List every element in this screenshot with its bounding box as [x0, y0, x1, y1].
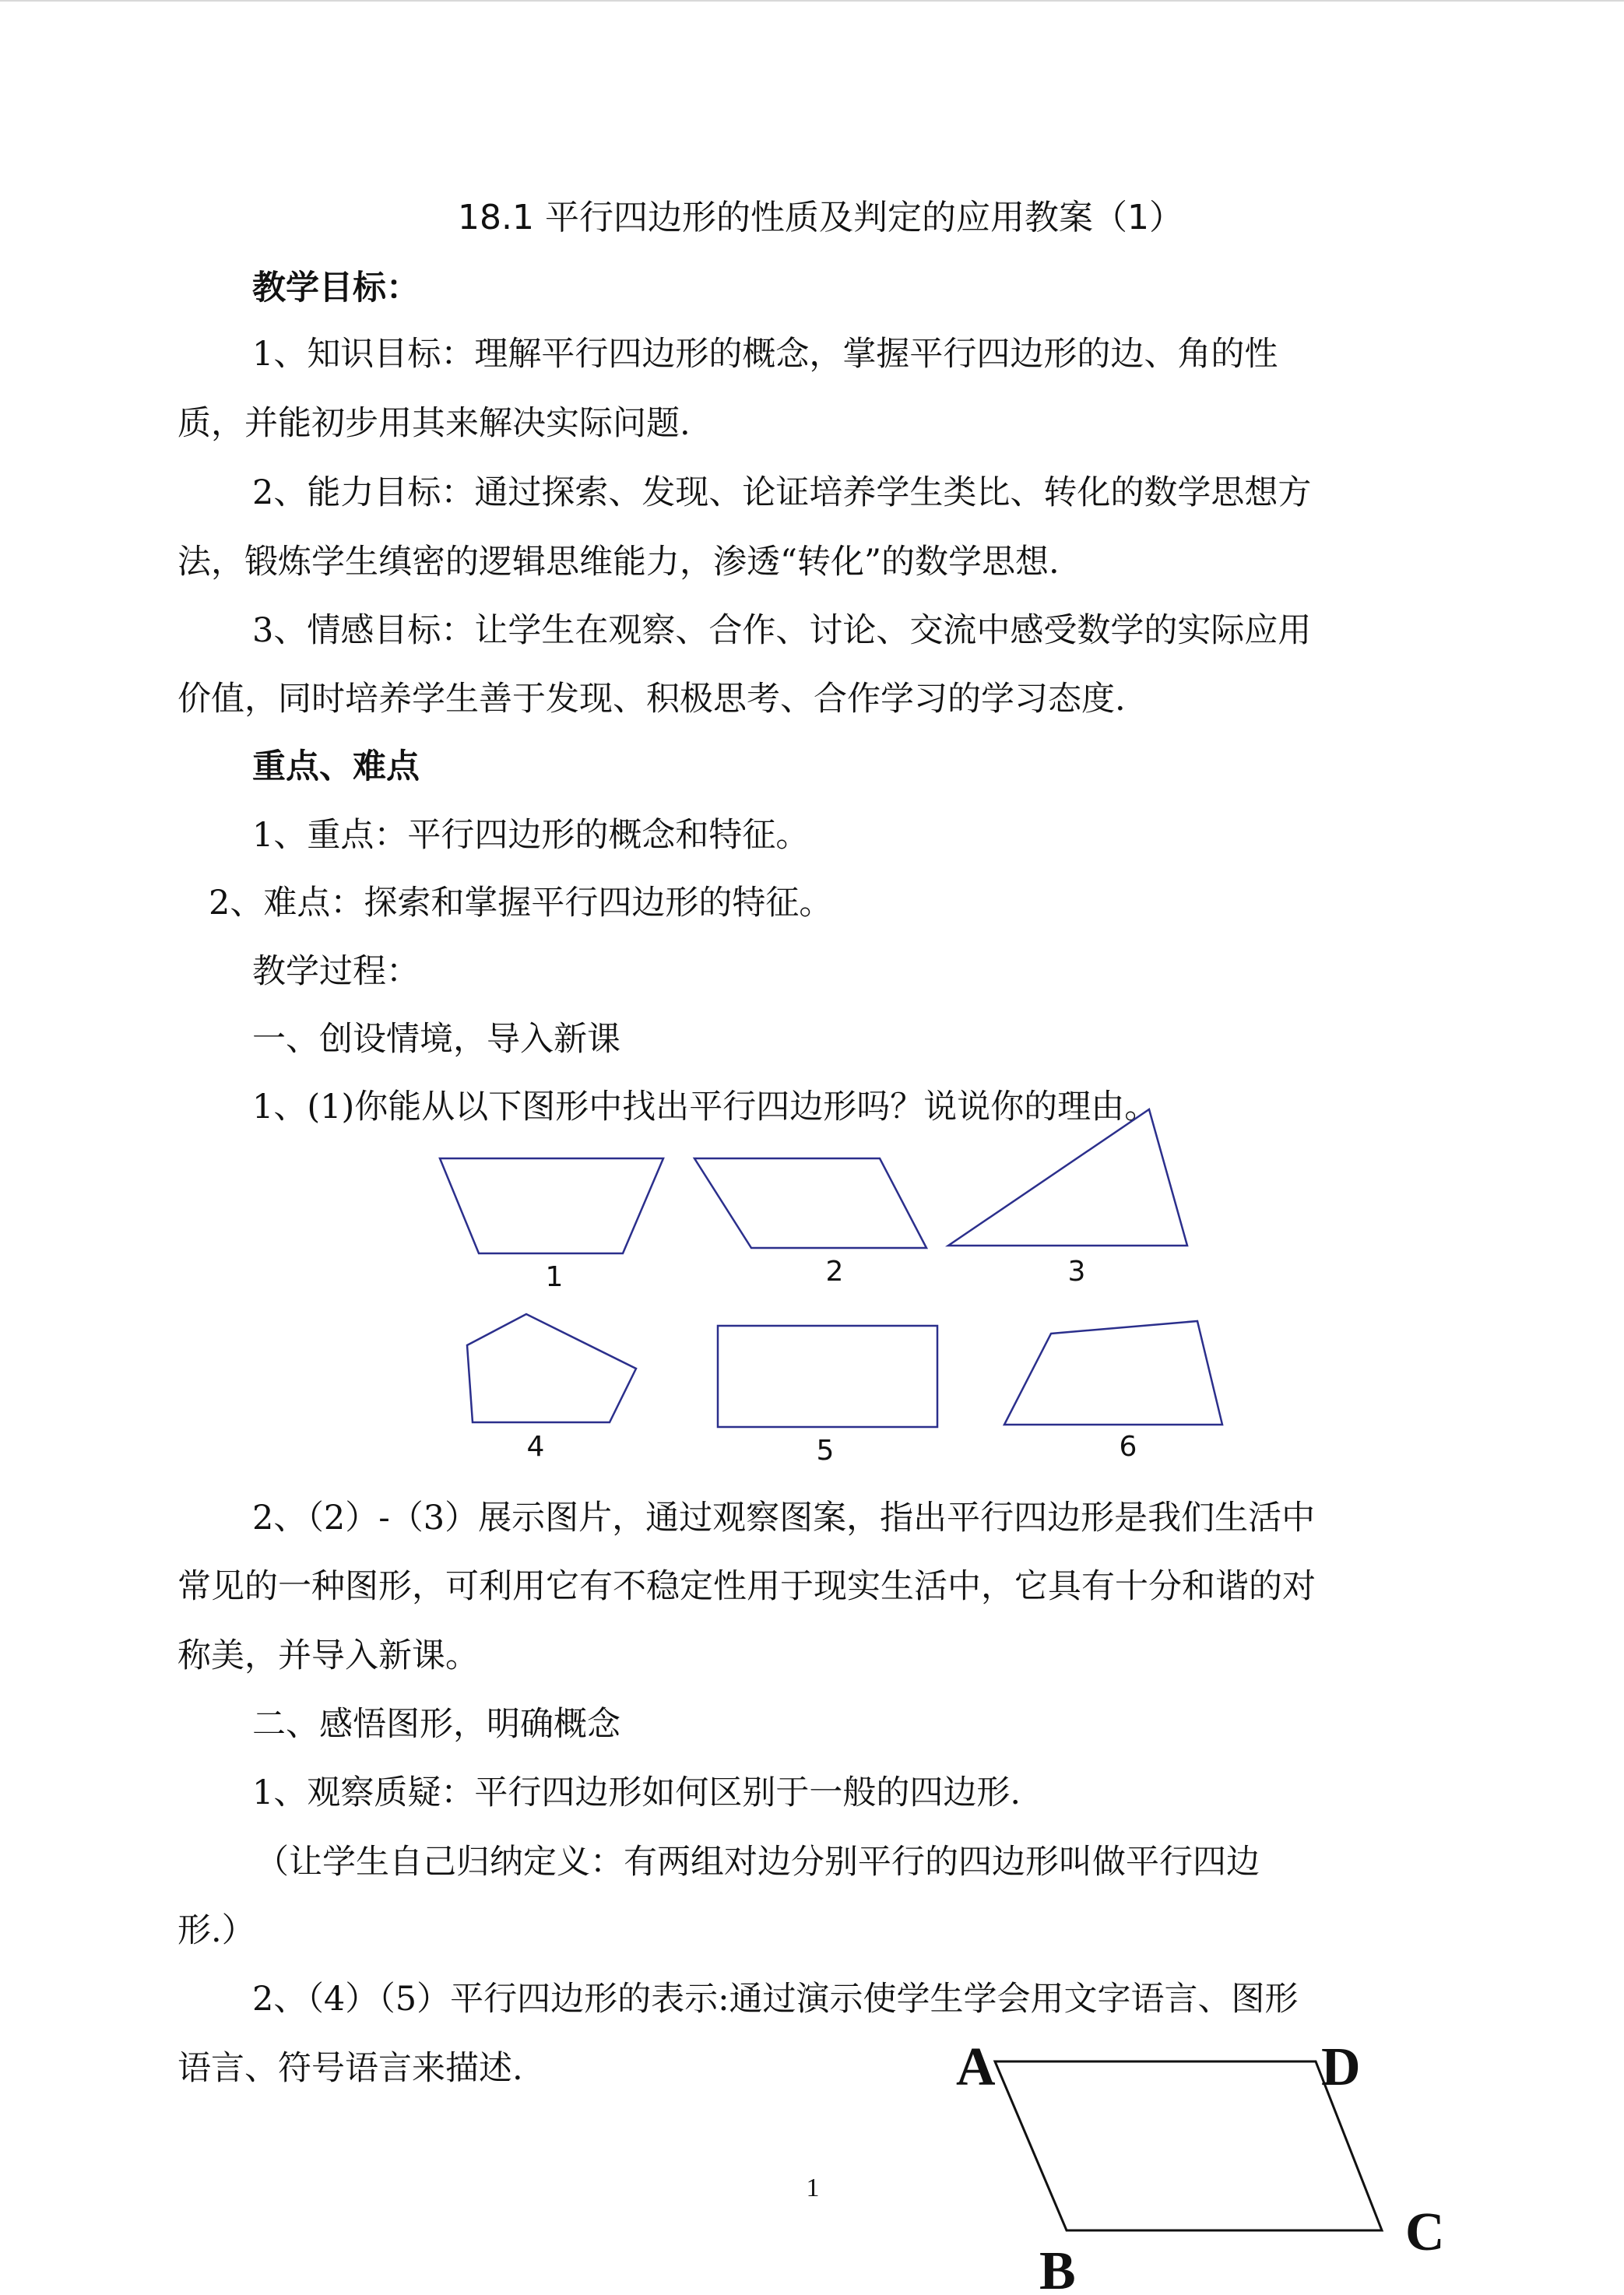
- section-2-heading: 二、感悟图形，明确概念: [252, 1705, 620, 1744]
- vertex-b-label: B: [1039, 2241, 1076, 2295]
- item-2-line2: 常见的一种图形，可利用它有不稳定性用于现实生活中，它具有十分和谐的对: [178, 1567, 1316, 1606]
- question-1: 1、(1)你能从以下图形中找出平行四边形吗？说说你的理由。: [252, 1088, 1158, 1126]
- definition-line1: （让学生自己归纳定义：有两组对边分别平行的四边形叫做平行四边: [255, 1843, 1260, 1882]
- shape-6-label: 6: [1119, 1431, 1137, 1463]
- page-number: 1: [806, 2174, 820, 2202]
- ability-objective-line1: 2、能力目标：通过探索、发现、论证培养学生类比、转化的数学思想方: [252, 473, 1312, 512]
- difficulty-point: 2、难点：探索和掌握平行四边形的特征。: [209, 884, 833, 923]
- definition-line2: 形.）: [178, 1911, 255, 1950]
- section-1-heading: 一、创设情境，导入新课: [252, 1020, 620, 1059]
- vertex-c-label: C: [1405, 2202, 1445, 2262]
- vertex-d-label: D: [1321, 2037, 1361, 2097]
- ability-objective-line2: 法，锻炼学生缜密的逻辑思维能力，渗透“转化”的数学思想.: [178, 543, 1060, 582]
- observe-question: 1、观察质疑：平行四边形如何区别于一般的四边形.: [252, 1773, 1021, 1812]
- key-point: 1、重点：平行四边形的概念和特征。: [252, 816, 810, 855]
- shape-1-trapezoid: [440, 1158, 663, 1253]
- emotion-objective-line2: 价值，同时培养学生善于发现、积极思考、合作学习的学习态度.: [178, 680, 1126, 719]
- shape-4-label: 4: [526, 1431, 545, 1463]
- knowledge-objective-line2: 质，并能初步用其来解决实际问题.: [178, 404, 691, 443]
- representation-line1: 2、（4）（5）平行四边形的表示:通过演示使学生学会用文字语言、图形: [252, 1980, 1299, 2019]
- emotion-objective-line1: 3、情感目标：让学生在观察、合作、讨论、交流中感受数学的实际应用: [252, 611, 1312, 650]
- shape-5-rectangle: [718, 1326, 937, 1427]
- vertex-a-label: A: [956, 2037, 996, 2097]
- shape-6-trapezoid: [1004, 1321, 1222, 1425]
- shape-5-label: 5: [816, 1435, 835, 1467]
- page-title: 18.1 平行四边形的性质及判定的应用教案（1）: [458, 198, 1183, 237]
- item-2-line1: 2、（2）-（3）展示图片，通过观察图案，指出平行四边形是我们生活中: [252, 1499, 1316, 1538]
- shape-4-pentagon: [467, 1314, 636, 1422]
- shape-3-label: 3: [1067, 1256, 1086, 1288]
- process-heading: 教学过程：: [252, 952, 420, 991]
- shape-2-label: 2: [825, 1256, 844, 1288]
- representation-line2: 语言、符号语言来描述.: [178, 2049, 523, 2088]
- knowledge-objective-line1: 1、知识目标：理解平行四边形的概念，掌握平行四边形的边、角的性: [252, 335, 1278, 374]
- item-2-line3: 称美，并导入新课。: [178, 1636, 479, 1675]
- shape-3-triangle: [948, 1109, 1187, 1246]
- shape-1-label: 1: [545, 1261, 564, 1293]
- key-points-heading: 重点、难点: [252, 747, 420, 786]
- objectives-heading: 教学目标：: [252, 269, 420, 308]
- shape-2-parallelogram: [694, 1158, 926, 1248]
